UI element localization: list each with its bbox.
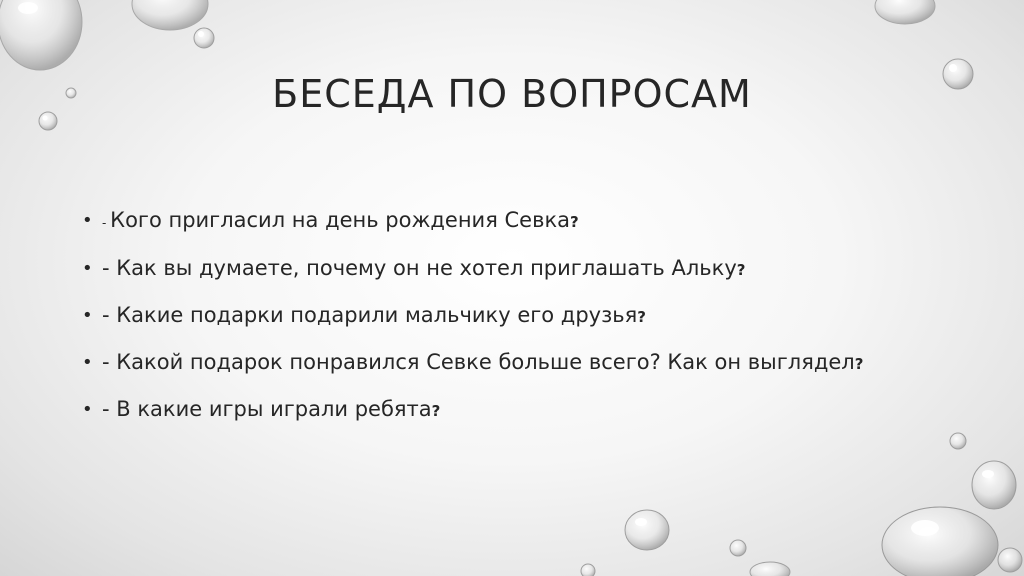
question-mark: ? — [637, 308, 646, 326]
bullet: • — [82, 352, 93, 373]
question-mark: ? — [570, 213, 579, 231]
drop — [882, 507, 998, 576]
list-item — [82, 300, 982, 333]
item-text: Как вы думаете, почему он не хотел приглашать Альку — [116, 256, 737, 280]
item-dash: - — [102, 216, 111, 230]
bullet: • — [82, 258, 93, 279]
item-text: Кого пригласил на день рождения Севка — [110, 208, 571, 232]
drop — [750, 562, 790, 576]
slide-title: БЕСЕДА ПО ВОПРОСАМ — [272, 72, 752, 116]
list-item — [82, 253, 982, 286]
drop — [998, 548, 1022, 572]
drop — [972, 461, 1016, 509]
question-mark: ? — [431, 402, 441, 420]
question-list — [82, 205, 982, 441]
item-dash: - — [102, 303, 117, 327]
list-item — [82, 347, 982, 380]
bullet: • — [82, 399, 93, 420]
list-item — [82, 205, 982, 239]
question-mark: ? — [854, 355, 864, 373]
item-text: Какой подарок понравился Севке больше всего? Как он выглядел — [116, 350, 855, 374]
drop — [132, 0, 208, 30]
drop — [625, 510, 669, 550]
drop — [730, 540, 746, 556]
item-text: Какие подарки подарили мальчику его друзья — [116, 303, 638, 327]
item-text: В какие игры играли ребята — [116, 397, 432, 421]
list-item — [82, 394, 982, 427]
question-mark: ? — [736, 261, 746, 279]
item-dash: - — [102, 350, 117, 374]
drop — [0, 0, 82, 70]
drop — [875, 0, 935, 24]
drop — [581, 564, 595, 576]
drop — [194, 28, 214, 48]
item-dash: - — [102, 256, 117, 280]
item-dash: - — [102, 397, 117, 421]
bullet: • — [82, 305, 93, 326]
bullet: • — [82, 210, 93, 231]
